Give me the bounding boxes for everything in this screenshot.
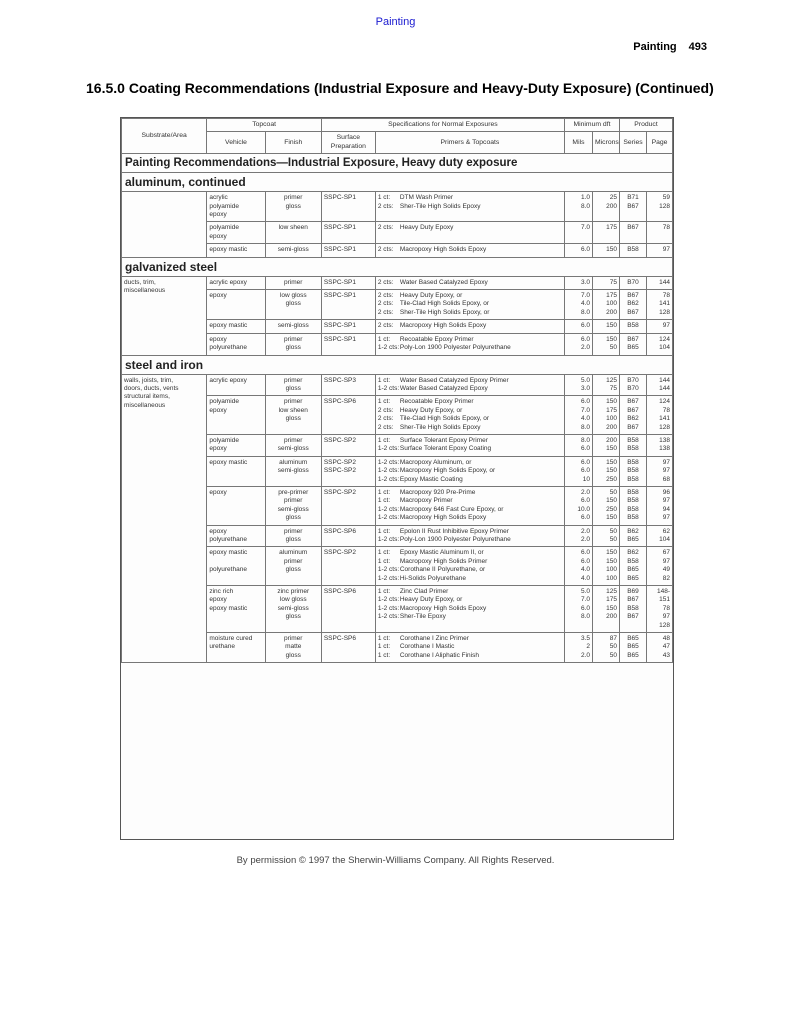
group-header-row — [122, 119, 673, 132]
coats-text: 2 cts: — [377, 224, 394, 232]
substrate-cell — [122, 192, 207, 257]
primers-cell — [375, 434, 564, 456]
coats-text: 1 ct: 1-2 cts: 1-2 cts: 1-2 cts: — [377, 588, 400, 621]
group-product: Product — [620, 119, 673, 132]
page-cell: 78 141 128 — [647, 290, 673, 320]
series-cell: B58 — [620, 244, 647, 257]
mils-cell: 5.0 3.0 — [564, 374, 592, 396]
coats-text: 2 cts: — [377, 278, 394, 286]
vehicle-cell: epoxy — [207, 290, 265, 320]
microns-cell: 50 50 — [593, 525, 620, 547]
microns-cell: 150 150 100 100 — [593, 547, 620, 586]
vehicle-cell: acrylic polyamide epoxy — [207, 192, 265, 222]
microns-cell: 150 — [593, 320, 620, 333]
col-primers: Primers & Topcoats — [375, 132, 564, 154]
page-cell: 144 144 — [647, 374, 673, 396]
page-number: 493 — [688, 41, 707, 53]
vehicle-cell: polyamide epoxy — [207, 222, 265, 244]
page-cell: 59 128 — [647, 192, 673, 222]
coats-text: 2 cts: 2 cts: 2 cts: — [377, 292, 394, 316]
group-minimum: Minimum dft — [564, 119, 619, 132]
surface-cell: SSPC-SP2 — [321, 486, 375, 525]
table-row — [122, 192, 673, 222]
page-cell: 97 — [647, 244, 673, 257]
page-cell: 148-151 78 97 128 — [647, 586, 673, 633]
page-cell: 144 — [647, 276, 673, 289]
mils-cell: 6.0 2.0 — [564, 333, 592, 355]
series-cell: B67 — [620, 222, 647, 244]
series-cell: B69 B67 B58 B67 — [620, 586, 647, 633]
running-title: Painting — [633, 41, 677, 53]
finish-cell: primer gloss — [265, 374, 321, 396]
group-topcoat: Topcoat — [207, 119, 322, 132]
mils-cell: 8.0 6.0 — [564, 434, 592, 456]
primers-cell — [375, 244, 564, 257]
vehicle-cell: polyamide epoxy — [207, 434, 265, 456]
coats-text: 2 cts: — [377, 246, 394, 254]
microns-cell: 87 50 50 — [593, 633, 620, 663]
page-cell: 138 138 — [647, 434, 673, 456]
page-cell: 62 104 — [647, 525, 673, 547]
microns-cell: 50 150 250 150 — [593, 486, 620, 525]
series-cell: B58 B58 — [620, 434, 647, 456]
series-cell: B62 B58 B65 B65 — [620, 547, 647, 586]
category-title: aluminum, continued — [122, 173, 673, 192]
primers-cell — [375, 374, 564, 396]
products-text: Macropoxy High Solids Epoxy — [399, 246, 487, 254]
microns-cell: 200 150 — [593, 434, 620, 456]
microns-cell: 150 — [593, 244, 620, 257]
coats-text: 1 ct: 1-2 cts: — [377, 335, 400, 352]
page-cell: 96 97 94 97 — [647, 486, 673, 525]
products-text: Heavy Duty Epoxy, or Tile-Clad High Solids Epoxy, or Sher-Tile High Solids Epoxy, or — [399, 292, 490, 316]
products-text: Recoatable Epoxy Primer Poly-Lon 1900 Polyester Polyurethane — [399, 335, 511, 352]
primers-cell — [375, 222, 564, 244]
products-text: Zinc Clad Primer Heavy Duty Epoxy, or Macropoxy High Solids Epoxy Sher-Tile Epoxy — [399, 588, 487, 621]
finish-cell: zinc primer low gloss semi-gloss gloss — [265, 586, 321, 633]
series-cell: B70 B70 — [620, 374, 647, 396]
products-text: Water Based Catalyzed Epoxy — [399, 278, 488, 286]
products-text: Epolon II Rust Inhibitive Epoxy Primer Poly-Lon 1900 Polyester Polyurethane — [399, 527, 511, 543]
products-text: Heavy Duty Epoxy — [399, 224, 454, 232]
recommendation-table — [121, 118, 673, 663]
mils-cell: 3.5 2 2.0 — [564, 633, 592, 663]
mils-cell: 1.0 8.0 — [564, 192, 592, 222]
col-substrate: Substrate/Area — [122, 119, 207, 154]
coats-text: 2 cts: — [377, 322, 394, 330]
surface-cell: SSPC-SP2 — [321, 547, 375, 586]
primers-cell — [375, 633, 564, 663]
banner-row — [122, 154, 673, 173]
primers-cell — [375, 586, 564, 633]
series-cell: B58 B58 B58 B58 — [620, 486, 647, 525]
vehicle-cell: moisture cured urethane — [207, 633, 265, 663]
finish-cell: aluminum semi-gloss — [265, 456, 321, 486]
page-cell: 67 97 49 82 — [647, 547, 673, 586]
finish-cell: semi-gloss — [265, 244, 321, 257]
series-cell: B71 B67 — [620, 192, 647, 222]
series-cell: B65 B65 B65 — [620, 633, 647, 663]
primers-cell — [375, 320, 564, 333]
mils-cell: 6.0 — [564, 244, 592, 257]
surface-cell: SSPC-SP6 — [321, 586, 375, 633]
coats-text: 1 ct: 1-2 cts: — [377, 376, 400, 392]
page-cell: 97 97 68 — [647, 456, 673, 486]
col-vehicle: Vehicle — [207, 132, 265, 154]
microns-cell: 150 50 — [593, 333, 620, 355]
finish-cell: primer gloss — [265, 333, 321, 355]
page-cell: 124 104 — [647, 333, 673, 355]
primers-cell — [375, 486, 564, 525]
mils-cell: 6.0 6.0 4.0 4.0 — [564, 547, 592, 586]
finish-cell: aluminum primer gloss — [265, 547, 321, 586]
mils-cell: 6.0 7.0 4.0 8.0 — [564, 396, 592, 435]
vehicle-cell: polyamide epoxy — [207, 396, 265, 435]
finish-cell: semi-gloss — [265, 320, 321, 333]
vehicle-cell: acrylic epoxy — [207, 374, 265, 396]
col-series: Series — [620, 132, 647, 154]
coats-text: 1 ct: 2 cts: — [377, 194, 394, 210]
vehicle-cell: acrylic epoxy — [207, 276, 265, 289]
products-text: Epoxy Mastic Aluminum II, or Macropoxy High Solids Primer Corothane II Polyurethane, or Hi-Solids Polyurethane — [399, 549, 488, 582]
surface-cell: SSPC-SP6 — [321, 396, 375, 435]
products-text: DTM Wash Primer Sher-Tile High Solids Epoxy — [399, 194, 481, 210]
products-text: Macropoxy High Solids Epoxy — [399, 322, 487, 330]
microns-cell: 175 100 200 — [593, 290, 620, 320]
products-text: Surface Tolerant Epoxy Primer Surface Tolerant Epoxy Coating — [399, 436, 492, 453]
coats-text: 1 ct: 1-2 cts: — [377, 436, 400, 453]
products-text: Water Based Catalyzed Epoxy Primer Water Based Catalyzed Epoxy — [399, 376, 509, 392]
vehicle-cell: epoxy — [207, 486, 265, 525]
coats-text: 1 ct: 1-2 cts: — [377, 527, 400, 543]
series-cell: B67 B67 B62 B67 — [620, 396, 647, 435]
mils-cell: 6.0 — [564, 320, 592, 333]
microns-cell: 125 175 150 200 — [593, 586, 620, 633]
col-microns: Microns — [593, 132, 620, 154]
mils-cell: 5.0 7.0 6.0 8.0 — [564, 586, 592, 633]
group-specs: Specifications for Normal Exposures — [321, 119, 564, 132]
primers-cell — [375, 396, 564, 435]
series-cell: B58 — [620, 320, 647, 333]
primers-cell — [375, 290, 564, 320]
mils-cell: 7.0 — [564, 222, 592, 244]
category-header-row — [122, 355, 673, 374]
table-banner: Painting Recommendations—Industrial Exposure, Heavy duty exposure — [122, 154, 673, 173]
surface-cell: SSPC-SP1 — [321, 333, 375, 355]
primers-cell — [375, 525, 564, 547]
surface-cell: SSPC-SP2 SSPC-SP2 — [321, 456, 375, 486]
category-title: steel and iron — [122, 355, 673, 374]
running-header — [633, 41, 707, 53]
coats-text: 1 ct: 1 ct: 1 ct: — [377, 635, 391, 659]
vehicle-cell: epoxy polyurethane — [207, 333, 265, 355]
substrate-cell: ducts, trim, miscellaneous — [122, 276, 207, 355]
finish-cell: primer semi-gloss — [265, 434, 321, 456]
section-title: 16.5.0 Coating Recommendations (Industrial Exposure and Heavy-Duty Exposure) (Continued) — [86, 80, 714, 96]
series-cell: B67 B62 B67 — [620, 290, 647, 320]
microns-cell: 175 — [593, 222, 620, 244]
page-cell: 48 47 43 — [647, 633, 673, 663]
finish-cell: low sheen — [265, 222, 321, 244]
surface-cell: SSPC-SP6 — [321, 525, 375, 547]
vehicle-cell: zinc rich epoxy epoxy mastic — [207, 586, 265, 633]
page-cell: 97 — [647, 320, 673, 333]
series-cell: B70 — [620, 276, 647, 289]
series-cell: B58 B58 B58 — [620, 456, 647, 486]
microns-cell: 25 200 — [593, 192, 620, 222]
microns-cell: 75 — [593, 276, 620, 289]
products-text: Recoatable Epoxy Primer Heavy Duty Epoxy, or Tile-Clad High Solids Epoxy, or Sher-Tile High Solids Epoxy — [399, 398, 490, 431]
painting-link[interactable]: Painting — [375, 16, 416, 28]
microns-cell: 125 75 — [593, 374, 620, 396]
page-cell: 124 78 141 128 — [647, 396, 673, 435]
surface-cell: SSPC-SP2 — [321, 434, 375, 456]
products-text: Macropoxy 920 Pre-Prime Macropoxy Primer Macropoxy 646 Fast Cure Epoxy, or Macropoxy High Solids Epoxy — [399, 488, 504, 522]
products-text: Macropoxy Aluminum, or Macropoxy High Solids Epoxy, or Epoxy Mastic Coating — [399, 458, 496, 483]
col-surface: Surface Preparation — [321, 132, 375, 154]
coats-text: 1 ct: 2 cts: 2 cts: 2 cts: — [377, 398, 394, 431]
primers-cell — [375, 547, 564, 586]
vehicle-cell: epoxy mastic — [207, 320, 265, 333]
finish-cell: low gloss gloss — [265, 290, 321, 320]
vehicle-cell: epoxy mastic — [207, 244, 265, 257]
series-cell: B62 B65 — [620, 525, 647, 547]
primers-cell — [375, 276, 564, 289]
microns-cell: 150 175 100 200 — [593, 396, 620, 435]
col-page: Page — [647, 132, 673, 154]
surface-cell: SSPC-SP3 — [321, 374, 375, 396]
surface-cell: SSPC-SP1 — [321, 192, 375, 222]
products-text: Corothane I Zinc Primer Corothane I Mastic Corothane I Aliphatic Finish — [399, 635, 479, 659]
finish-cell: primer low sheen gloss — [265, 396, 321, 435]
page-cell: 78 — [647, 222, 673, 244]
category-header-row — [122, 173, 673, 192]
microns-cell: 150 150 250 — [593, 456, 620, 486]
mils-cell: 7.0 4.0 8.0 — [564, 290, 592, 320]
substrate-cell: walls, joists, trim, doors, ducts, vents structural items, miscellaneous — [122, 374, 207, 663]
coats-text: 1-2 cts: 1-2 cts: 1-2 cts: — [377, 458, 400, 483]
table-row — [122, 276, 673, 289]
vehicle-cell: epoxy polyurethane — [207, 525, 265, 547]
permission-notice: By permission © 1997 the Sherwin-Williams Company. All Rights Reserved. — [236, 855, 555, 866]
series-cell: B67 B65 — [620, 333, 647, 355]
finish-cell: primer gloss — [265, 192, 321, 222]
coats-text: 1 ct: 1 ct: 1-2 cts: 1-2 cts: — [377, 549, 400, 582]
finish-cell: primer gloss — [265, 525, 321, 547]
surface-cell: SSPC-SP1 — [321, 276, 375, 289]
surface-cell: SSPC-SP1 — [321, 320, 375, 333]
coats-text: 1 ct: 1 ct: 1-2 cts: 1-2 cts: — [377, 488, 400, 522]
mils-cell: 2.0 6.0 10.0 6.0 — [564, 486, 592, 525]
surface-cell: SSPC-SP1 — [321, 290, 375, 320]
vehicle-cell: epoxy mastic polyurethane — [207, 547, 265, 586]
finish-cell: primer — [265, 276, 321, 289]
col-mils: Mils — [564, 132, 592, 154]
mils-cell: 6.0 6.0 10 — [564, 456, 592, 486]
primers-cell — [375, 456, 564, 486]
category-header-row — [122, 257, 673, 276]
primers-cell — [375, 333, 564, 355]
table-body — [122, 173, 673, 663]
surface-cell: SSPC-SP6 — [321, 633, 375, 663]
finish-cell: pre-primer primer semi-gloss gloss — [265, 486, 321, 525]
recommendation-table-image — [120, 117, 674, 840]
primers-cell — [375, 192, 564, 222]
surface-cell: SSPC-SP1 — [321, 222, 375, 244]
mils-cell: 2.0 2.0 — [564, 525, 592, 547]
vehicle-cell: epoxy mastic — [207, 456, 265, 486]
finish-cell: primer matte gloss — [265, 633, 321, 663]
category-title: galvanized steel — [122, 257, 673, 276]
col-finish: Finish — [265, 132, 321, 154]
mils-cell: 3.0 — [564, 276, 592, 289]
surface-cell: SSPC-SP1 — [321, 244, 375, 257]
table-row — [122, 374, 673, 396]
